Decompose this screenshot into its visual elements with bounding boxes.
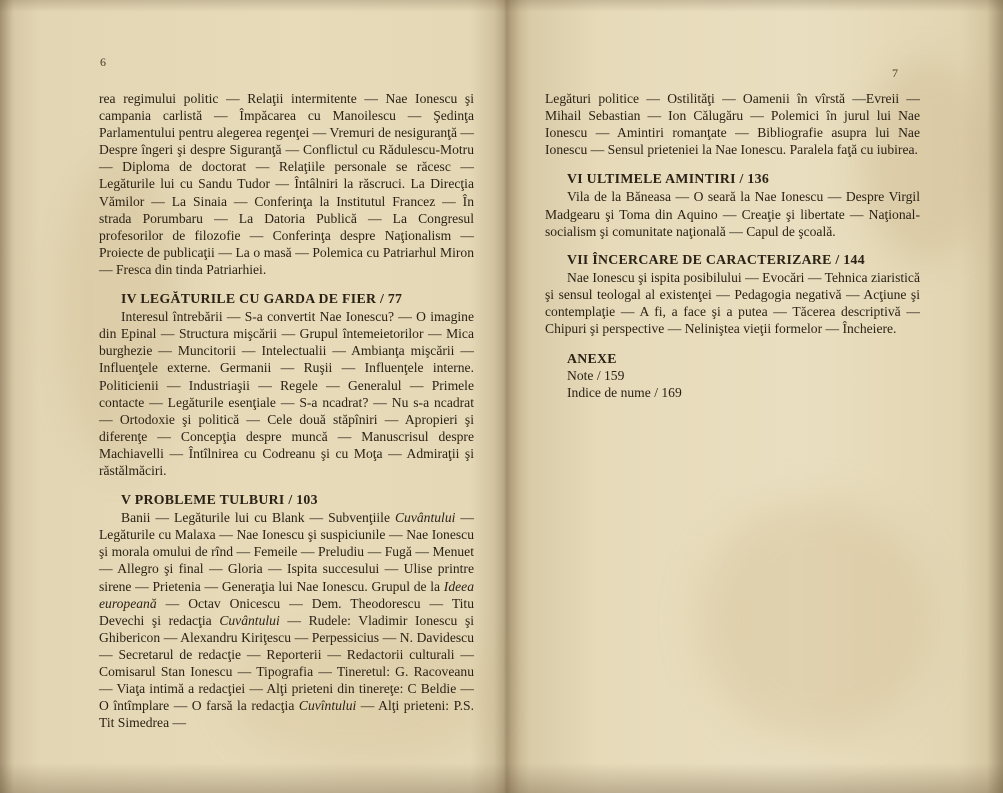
chapter-heading-vii: VII ÎNCERCARE DE CARACTERIZARE / 144 — [567, 251, 865, 267]
chapter-heading-v: V PROBLEME TULBURI / 103 — [121, 492, 318, 508]
page-number-right: 7 — [892, 66, 898, 80]
appendix-heading: ANEXE — [567, 351, 617, 367]
chapter-heading-iv: IV LEGĂTURILE CU GARDA DE FIER / 77 — [121, 291, 403, 307]
appendix-entry-index: Indice de nume / 169 — [567, 385, 682, 401]
text-run: — Rudele: Vladimir Ionescu şi Ghibericon — Alexandru Kiriţescu — Perpessicius — N. Davidescu — Secretarul de redacţie — Reporterii — Redactorii culturali — Comisarul Stan Ionescu — Tipografia — Tineretul: G. Racoveanu — Viaţa intimă a redacţiei — Alţi prieteni din tinereţe: C Beldie — O întîmplare — O farsă la redacţia — [99, 612, 475, 714]
left-page-text-column — [99, 90, 474, 731]
right-edge-shadow — [987, 0, 1003, 793]
italic-title: Ideea europeană — [99, 578, 474, 611]
continuation-paragraph-right: Legături politice — Ostilităţi — Oamenii în vîrstă —Evreii — Mihail Sebastian — Ion Călugăru — Polemici în jurul lui Nae Ionescu — Amintiri romanţate — Bibliografie asupra lui Nae Ionescu — Sensul prieteniei la Nae Ionescu. Paralela faţă cu iubirea. — [545, 91, 920, 158]
top-edge-shadow — [0, 0, 1003, 12]
chapter-iv-contents: Interesul întrebării — S-a convertit Nae Ionescu? — O imagine din Epinal — Structura mişcării — Grupul întemeietorilor — Mica burghezie — Muncitorii — Intelectualii — Ambianţa mişcării — Influenţele externe. Germanii — Ruşii — Influenţele interne. Politicienii — Industriaşii — Regele — Generalul — Primele contacte — Legăturile esenţiale — S-a ncadrat? — Nu s-a ncadrat — Ortodoxie şi politică — Cele două stăpîniri — Apropieri şi diferenţe — Concepţia despre muncă — Manuscrisul despre Machiavelli — Întîlnirea cu Codreanu şi cu Moţa — Admiraţii şi răstălmăciri. — [99, 309, 474, 478]
text-run: — Alţi prieteni: P.S. Tit Simedrea — — [99, 698, 474, 731]
left-page — [0, 0, 500, 793]
chapter-v-contents — [99, 509, 474, 731]
italic-title: Cuvîntului — [298, 698, 357, 714]
page-number-left: 6 — [100, 55, 106, 69]
bottom-edge-shadow — [0, 763, 1003, 793]
chapter-vii-contents: Nae Ionescu şi ispita posibilului — Evocări — Tehnica ziaristică şi sensul teologal al existenţei — Pedagogia negativă — Acţiune şi contemplaţie — A fi, a face şi a putea — Tăcerea descriptivă — Chipuri şi perspective — Neliniştea vieţii formelor — Încheiere. — [545, 269, 920, 337]
left-edge-shadow — [0, 0, 14, 793]
text-run: — Legăturile cu Malaxa — Nae Ionescu şi suspiciunile — Nae Ionescu şi morala omului de rînd — Femeile — Preludiu — Fugă — Menuet — Allegro şi final — Gloria — Ispita succesului — Ulise printre sirene — Prietenia — Generaţia lui Nae Ionescu. Grupul de la — [99, 510, 474, 594]
right-page-text-column — [545, 90, 920, 402]
italic-title: Cuvântului — [394, 510, 456, 526]
italic-title: Cuvântului — [219, 612, 280, 628]
chapter-vi-contents: Vila de la Băneasa — O seară la Nae Ionescu — Despre Virgil Madgearu şi Toma din Aquino — Creaţie şi libertate — Naţional-socialism şi comunitate naţională — Capul de şcoală. — [545, 189, 920, 239]
chapter-heading-vi: VI ULTIMELE AMINTIRI / 136 — [567, 171, 770, 187]
text-run: Banii — Legăturile lui cu Blank — Subvenţiile — [121, 510, 395, 526]
right-page — [503, 0, 1003, 793]
continuation-paragraph: rea regimului politic — Relaţii intermitente — Nae Ionescu şi campania carlistă — Împăcarea cu Manoilescu — Şedinţa Parlamentului pentru alegerea regenţei — Vremuri de nesiguranţă — Despre îngeri şi despre Siguranţă — Conflictul cu Rădulescu-Motru — Diploma de doctorat — Relaţiile personale se răcesc — Legăturile lui cu Sandu Tudor — Întâlniri la răscruci. La Direcţia Vămilor — La Sinaia — Conferinţa la Institutul Francez — În strada Porumbaru — La Datoria Publică — La Congresul profesorilor de filozofie — Conferinţa despre Naţionalism — Proiecte de publicaţii — La o masă — Polemica cu Patriarhul Miron — Fresca din tinda Patriarhiei. — [99, 91, 474, 277]
appendix-entry-notes: Note / 159 — [567, 368, 625, 384]
text-run: — Octav Onicescu — Dem. Theodorescu — Titu Devechi şi redacţia — [99, 595, 474, 628]
